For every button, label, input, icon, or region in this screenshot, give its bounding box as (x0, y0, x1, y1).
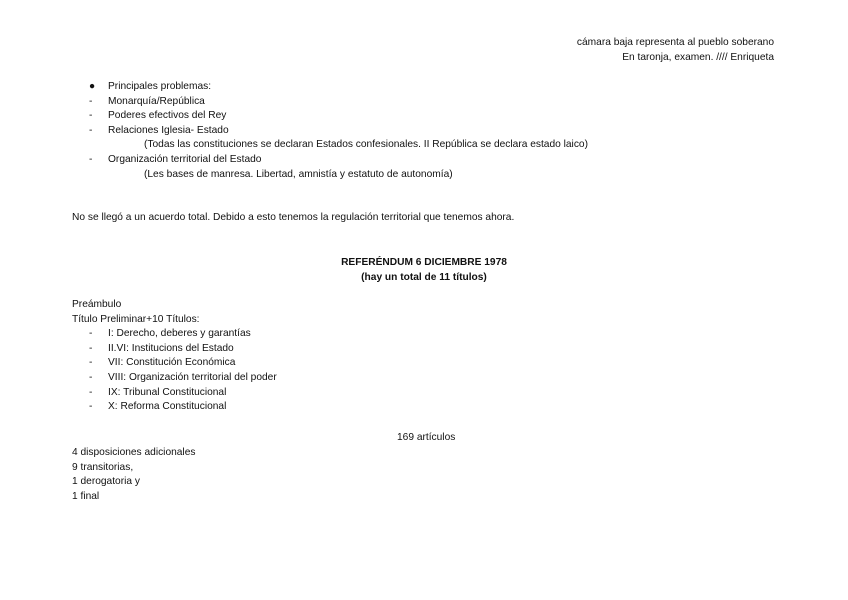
dash-marker: - (89, 386, 93, 398)
problems-title-text: Principales problemas: (108, 81, 212, 92)
bullet-icon: ● (89, 81, 96, 92)
structure-section (72, 298, 277, 415)
dash-marker: - (89, 328, 93, 340)
list-item-text: Relaciones Iglesia- Estado (108, 124, 229, 136)
list-item-text: IX: Tribunal Constitucional (108, 386, 227, 398)
provision-item: 4 disposiciones adicionales (72, 447, 196, 458)
list-item-text: VII: Constitución Económica (108, 357, 236, 369)
list-item-text: Monarquía/República (108, 95, 205, 107)
list-item-text: I: Derecho, deberes y garantías (108, 328, 251, 340)
dash-marker: - (89, 153, 93, 165)
list-item-text: VIII: Organización territorial del poder (108, 371, 277, 383)
referendum-heading (0, 256, 848, 285)
provisions-list (72, 446, 195, 504)
list-item (72, 153, 588, 168)
dash-marker: - (89, 401, 93, 413)
titles-header: Título Preliminar+10 Títulos: (72, 313, 200, 325)
note-territorial: (Les bases de manresa. Libertad, amnistía y estatuto de autonomía) (144, 168, 453, 180)
list-item-text: Poderes efectivos del Rey (108, 110, 227, 122)
articles-count: 169 artículos (397, 432, 456, 443)
header-line-1: cámara baja representa al pueblo soberano (576, 37, 774, 48)
list-item (72, 400, 277, 415)
list-item (72, 124, 588, 139)
preamble-label: Preámbulo (72, 299, 122, 310)
list-item (72, 109, 588, 124)
referendum-title: REFERÉNDUM 6 DICIEMBRE 1978 (341, 257, 507, 268)
referendum-subtitle: (hay un total de 11 títulos) (361, 271, 487, 283)
dash-marker: - (89, 342, 93, 354)
dash-marker: - (89, 371, 93, 383)
note-iglesia: (Todas las constituciones se declaran Estados confesionales. II República se declara estado laico) (144, 139, 588, 151)
problems-title (72, 80, 588, 95)
list-item-text: II.VI: Institucions del Estado (108, 342, 234, 354)
dash-marker: - (89, 357, 93, 369)
list-item-text: X: Reforma Constitucional (108, 401, 227, 413)
conclusion-paragraph: No se llegó a un acuerdo total. Debido a esto tenemos la regulación territorial que tenemos ahora. (72, 212, 515, 223)
dash-marker: - (89, 124, 93, 136)
list-item (72, 371, 277, 386)
list-item (72, 95, 588, 110)
dash-marker: - (89, 110, 93, 122)
header-line-2: En taronja, examen. //// Enriqueta (622, 51, 774, 63)
list-item-text: Organización territorial del Estado (108, 153, 262, 165)
provision-item: 1 derogatoria y (72, 476, 140, 488)
list-item (72, 327, 277, 342)
page-header (577, 36, 774, 65)
provision-item: 1 final (72, 490, 100, 502)
dash-marker: - (89, 95, 93, 107)
list-item (72, 342, 277, 357)
provision-item: 9 transitorias, (72, 461, 134, 473)
list-item (72, 386, 277, 401)
list-item (72, 356, 277, 371)
problems-list (72, 80, 588, 182)
